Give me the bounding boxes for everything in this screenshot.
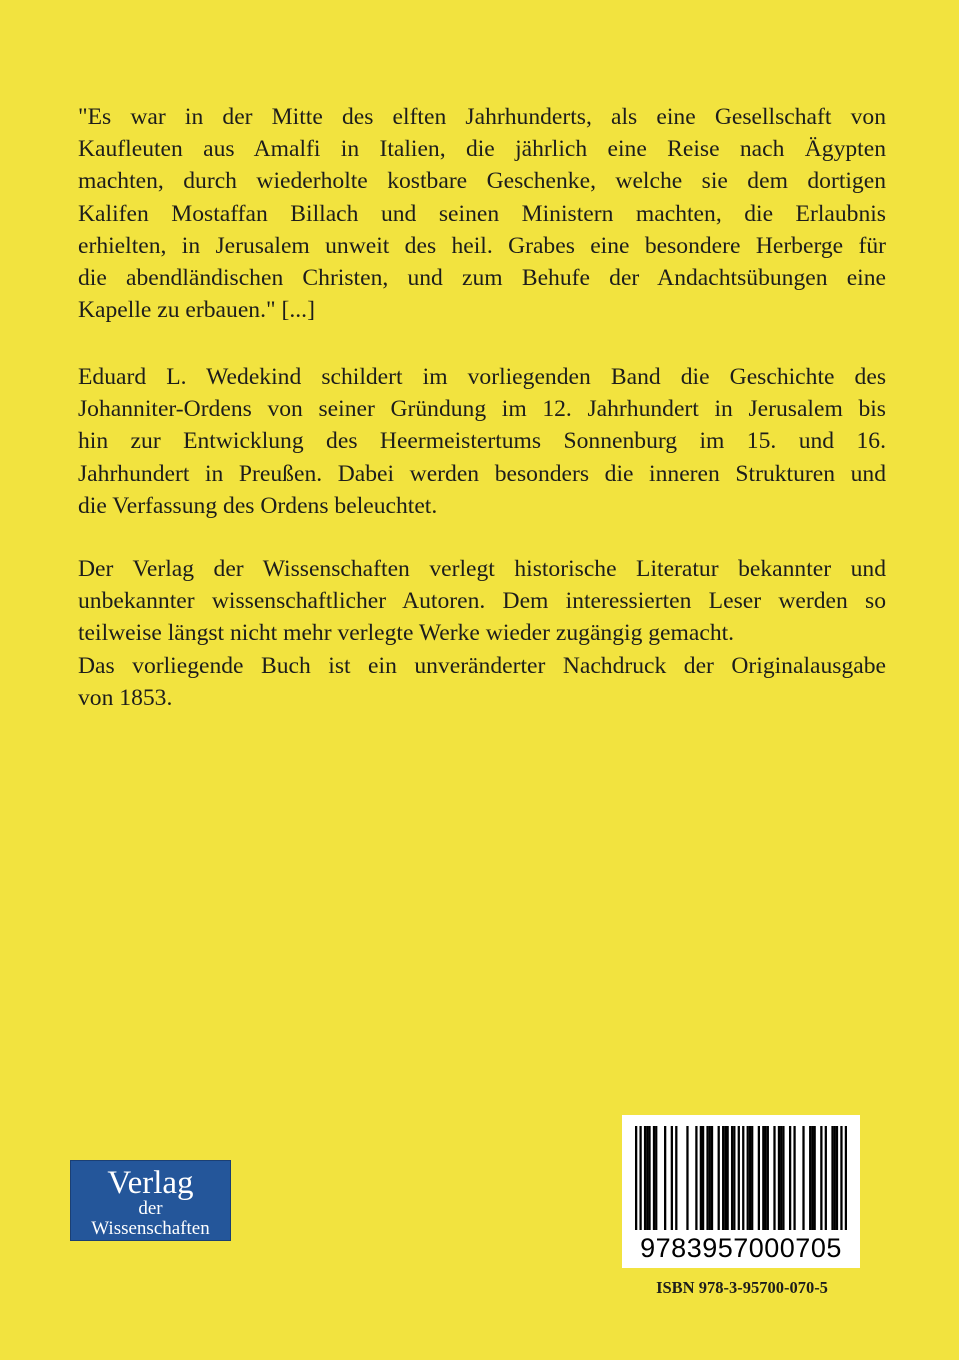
barcode-bar — [646, 1126, 648, 1230]
blurb-quote-line: "Es war in der Mitte des elften Jahrhunderts, als eine Gesellschaft von — [78, 104, 886, 130]
isbn-label: ISBN 978-3-95700-070-5 — [656, 1278, 828, 1297]
barcode-bar — [700, 1126, 702, 1230]
barcode-bar — [773, 1126, 775, 1230]
barcode-bar — [780, 1126, 782, 1230]
barcode-bar — [762, 1126, 764, 1230]
blurb-summary-line: Johanniter-Ordens von seiner Gründung im 12. Jahrhundert in Jerusalem bis — [78, 396, 886, 423]
barcode-bar — [831, 1126, 833, 1230]
barcode-bar — [733, 1126, 735, 1230]
blurb-publisher-line: Das vorliegende Buch ist ein unveränderter Nachdruck der Originalausgabe — [78, 652, 886, 679]
barcode-bar — [764, 1126, 766, 1230]
barcode-bar — [675, 1126, 677, 1230]
barcode-bar — [793, 1126, 795, 1230]
barcode-bar — [639, 1126, 641, 1230]
barcode-bar — [811, 1126, 813, 1230]
blurb-quote-line: erhielten, in Jerusalem unweit des heil. Grabes eine besondere Herberge für — [78, 232, 886, 259]
barcode-bar — [742, 1126, 744, 1230]
blurb-quote-line: die abendländischen Christen, und zum Behufe der Andachtsübungen eine — [78, 265, 886, 292]
barcode-bar — [711, 1126, 713, 1230]
blurb-publisher-line: von 1853. — [78, 684, 173, 711]
barcode-bar — [825, 1126, 827, 1230]
barcode-bar — [809, 1126, 811, 1230]
barcode — [622, 1115, 860, 1268]
barcode-bar — [664, 1126, 666, 1230]
barcode-bar — [702, 1126, 704, 1230]
blurb-publisher-line: teilweise längst nicht mehr verlegte Werke wieder zugängig gemacht. — [78, 620, 735, 647]
barcode-bar — [655, 1126, 657, 1230]
blurb-summary-line: die Verfassung des Ordens beleuchtet. — [78, 492, 438, 519]
barcode-bar — [814, 1126, 816, 1230]
blurb-summary-line: Eduard L. Wedekind schildert im vorliegenden Band die Geschichte des — [78, 364, 886, 390]
barcode-bar — [726, 1126, 728, 1230]
barcode-bar — [644, 1126, 646, 1230]
blurb-publisher-line: unbekannter wissenschaftlicher Autoren. Dem interessierten Leser werden so — [78, 588, 886, 615]
barcode-bar — [738, 1126, 740, 1230]
barcode-bar — [820, 1126, 822, 1230]
publisher-logo — [70, 1160, 231, 1241]
barcode-bar — [653, 1126, 655, 1230]
barcode-bar — [802, 1126, 804, 1230]
blurb-quote-line: Kalifen Mostaffan Billach und seinen Ministern machten, die Erlaubnis — [78, 200, 886, 227]
blurb-summary-line: hin zur Entwicklung des Heermeistertums Sonnenburg im 15. und 16. — [78, 428, 886, 455]
barcode-bar — [695, 1126, 697, 1230]
barcode-bar — [845, 1126, 847, 1230]
barcode-bar — [836, 1126, 838, 1230]
barcode-bar — [722, 1126, 724, 1230]
blurb-summary-paragraph — [78, 361, 886, 522]
blurb-quote-paragraph — [78, 101, 886, 326]
blurb-quote-line: Kaufleuten aus Amalfi in Italien, die jährlich eine Reise nach Ägypten — [78, 136, 886, 163]
barcode-bar — [751, 1126, 753, 1230]
barcode-bar — [671, 1126, 673, 1230]
barcode-bar — [686, 1126, 688, 1230]
barcode-bar — [731, 1126, 733, 1230]
blurb-summary-line: Jahrhundert in Preußen. Dabei werden besonders die inneren Strukturen und — [78, 460, 886, 487]
blurb-quote-line: Kapelle zu erbauen." [...] — [78, 297, 315, 324]
blurb-publisher-paragraph — [78, 553, 886, 714]
logo-line-verlag: Verlag — [107, 1165, 194, 1201]
blurb-quote-line: machten, durch wiederholte kostbare Geschenke, welche sie dem dortigen — [78, 168, 886, 195]
logo-line-der: der — [138, 1198, 163, 1219]
barcode-digits: 9783957000705 — [640, 1233, 842, 1263]
barcode-bars — [635, 1126, 847, 1230]
barcode-bar — [747, 1126, 749, 1230]
barcode-bar — [706, 1126, 708, 1230]
logo-line-wissenschaften: Wissenschaften — [91, 1218, 210, 1239]
barcode-bar — [767, 1126, 769, 1230]
barcode-bar — [724, 1126, 726, 1230]
barcode-bar — [834, 1126, 836, 1230]
barcode-bar — [718, 1126, 720, 1230]
barcode-bar — [782, 1126, 784, 1230]
barcode-bar — [648, 1126, 650, 1230]
barcode-bar — [778, 1126, 780, 1230]
blurb-publisher-line: Der Verlag der Wissenschaften verlegt historische Literatur bekannter und — [78, 556, 886, 582]
barcode-bar — [789, 1126, 791, 1230]
barcode-bar — [709, 1126, 711, 1230]
barcode-bar — [635, 1126, 637, 1230]
barcode-bar — [758, 1126, 760, 1230]
barcode-bar — [749, 1126, 751, 1230]
barcode-bar — [840, 1126, 842, 1230]
